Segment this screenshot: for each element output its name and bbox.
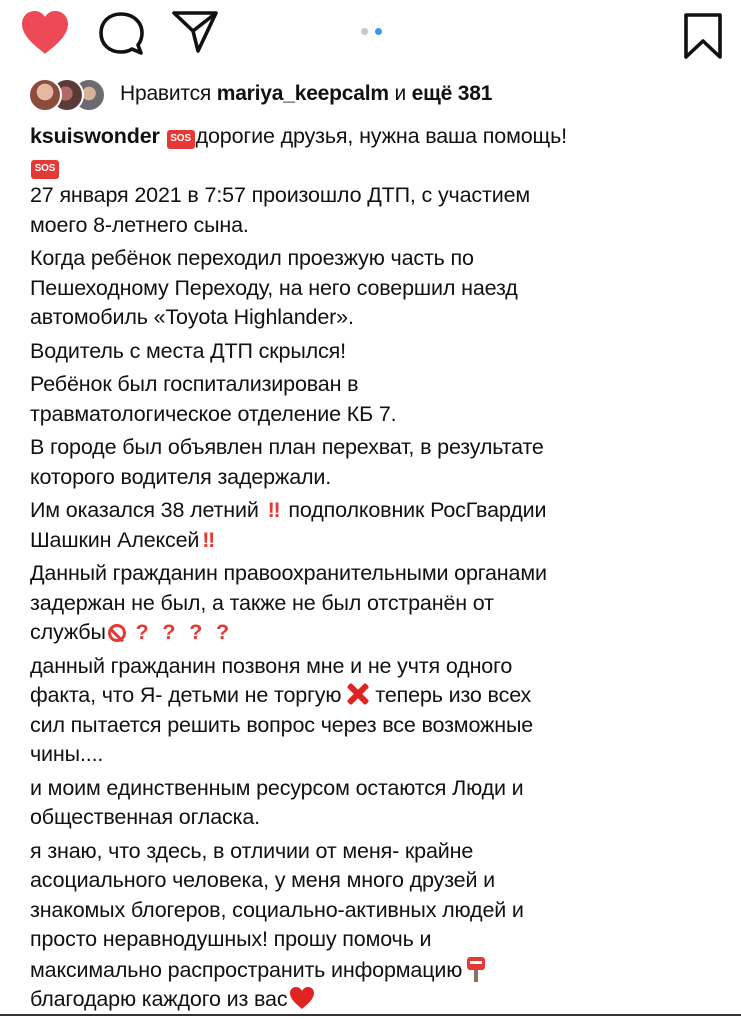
question-emoji: ? — [135, 620, 149, 644]
carousel-dot-active[interactable] — [375, 28, 382, 35]
caption-paragraph — [30, 837, 720, 1015]
post-caption — [30, 122, 720, 1019]
caption-paragraph — [30, 559, 720, 648]
caption-text: максимально распространить информацию — [30, 957, 463, 982]
caption-line: Ребёнок был госпитализирован в — [30, 372, 359, 396]
share-icon[interactable] — [171, 10, 219, 54]
cross-mark-icon — [345, 681, 371, 707]
bookmark-icon[interactable] — [683, 12, 723, 60]
caption-paragraph — [30, 370, 720, 429]
question-emoji: ? — [216, 620, 230, 644]
caption-line: Данный гражданин правоохранительными органами — [30, 561, 547, 585]
caption-line: просто неравнодушных! прошу помочь и — [30, 927, 432, 951]
caption-line: я знаю, что здесь, в отличии от меня- крайне — [30, 838, 474, 863]
caption-line: задержан не был, а также не был отстранён от — [30, 590, 494, 615]
caption-line — [30, 985, 720, 1015]
caption-line: общественная огласка. — [30, 805, 260, 829]
question-emoji: ? — [189, 620, 203, 644]
caption-line: Пешеходному Переходу, на него совершил наезд — [30, 275, 518, 300]
avatar — [28, 78, 62, 112]
double-exclamation-emoji: ‼ — [202, 527, 215, 552]
heart-icon[interactable] — [20, 10, 70, 56]
caption-line: 27 января 2021 в 7:57 произошло ДТП, с участием — [30, 183, 531, 207]
caption-line: знакомых блогеров, социально-активных людей и — [30, 897, 524, 922]
question-emoji: ? — [162, 620, 176, 644]
caption-line: В городе был объявлен план перехват, в результате — [30, 435, 544, 459]
likes-row[interactable] — [28, 74, 492, 114]
caption-line: сил пытается решить вопрос через все возможные — [30, 712, 534, 737]
carousel-indicator — [361, 28, 391, 38]
caption-paragraph — [30, 774, 720, 833]
caption-line — [30, 681, 720, 711]
caption-line: моего 8-летнего сына. — [30, 212, 249, 237]
caption-line — [30, 122, 720, 152]
caption-paragraph — [30, 337, 720, 367]
caption-username[interactable]: ksuiswonder — [30, 124, 160, 148]
caption-paragraph — [30, 496, 720, 555]
caption-text: Им оказался 38 летний — [30, 498, 259, 522]
comment-icon[interactable] — [98, 11, 144, 57]
red-heart-emoji — [289, 986, 315, 1010]
caption-text: дорогие друзья, нужна ваша помощь! — [195, 124, 567, 148]
caption-line — [30, 618, 720, 648]
caption-line: данный гражданин позвоня мне и не учтя одного — [30, 653, 513, 678]
bottom-divider — [0, 1014, 741, 1016]
caption-line: чины.... — [30, 742, 104, 766]
caption-text: Шашкин Алексей — [30, 527, 200, 552]
caption-line: автомобиль «Toyota Highlander». — [30, 305, 354, 329]
caption-line: и моим единственным ресурсом остаются Люди и — [30, 775, 524, 800]
double-exclamation-emoji: ‼ — [267, 498, 280, 522]
caption-line: Водитель с места ДТП скрылся! — [30, 338, 346, 363]
caption-text: факта, что Я- детьми не торгую — [30, 683, 342, 707]
caption-line: травматологическое отделение КБ 7. — [30, 401, 397, 426]
sos-emoji: SOS — [31, 160, 59, 179]
mailbox-icon — [466, 955, 486, 983]
caption-line: Когда ребёнок переходил проезжую часть по — [30, 246, 474, 270]
caption-text: теперь изо всех — [375, 683, 532, 707]
liker-username[interactable]: mariya_keepcalm — [216, 82, 389, 105]
caption-paragraph — [30, 433, 720, 492]
caption-line: которого водителя задержали. — [30, 464, 332, 489]
caption-text: службы — [30, 620, 106, 644]
caption-line — [30, 496, 720, 526]
post-action-bar — [0, 0, 741, 70]
caption-text: подполковник РосГвардии — [288, 498, 547, 522]
likes-text — [120, 82, 492, 106]
caption-paragraph — [30, 244, 720, 333]
caption-paragraph — [30, 652, 720, 770]
sos-emoji: SOS — [167, 130, 195, 149]
carousel-dot[interactable] — [361, 28, 368, 35]
caption-paragraph — [30, 181, 720, 240]
caption-line — [30, 955, 720, 986]
liker-avatars — [28, 78, 110, 110]
likes-prefix: Нравится — [120, 82, 212, 105]
likes-conj: и — [394, 82, 407, 105]
caption-line: асоциального человека, у меня много друзей и — [30, 868, 496, 892]
prohibited-icon — [108, 624, 126, 642]
caption-text: благодарю каждого из вас — [30, 987, 288, 1011]
likes-count[interactable]: ещё 381 — [411, 82, 493, 105]
caption-line — [30, 152, 720, 182]
caption-line — [30, 526, 720, 556]
